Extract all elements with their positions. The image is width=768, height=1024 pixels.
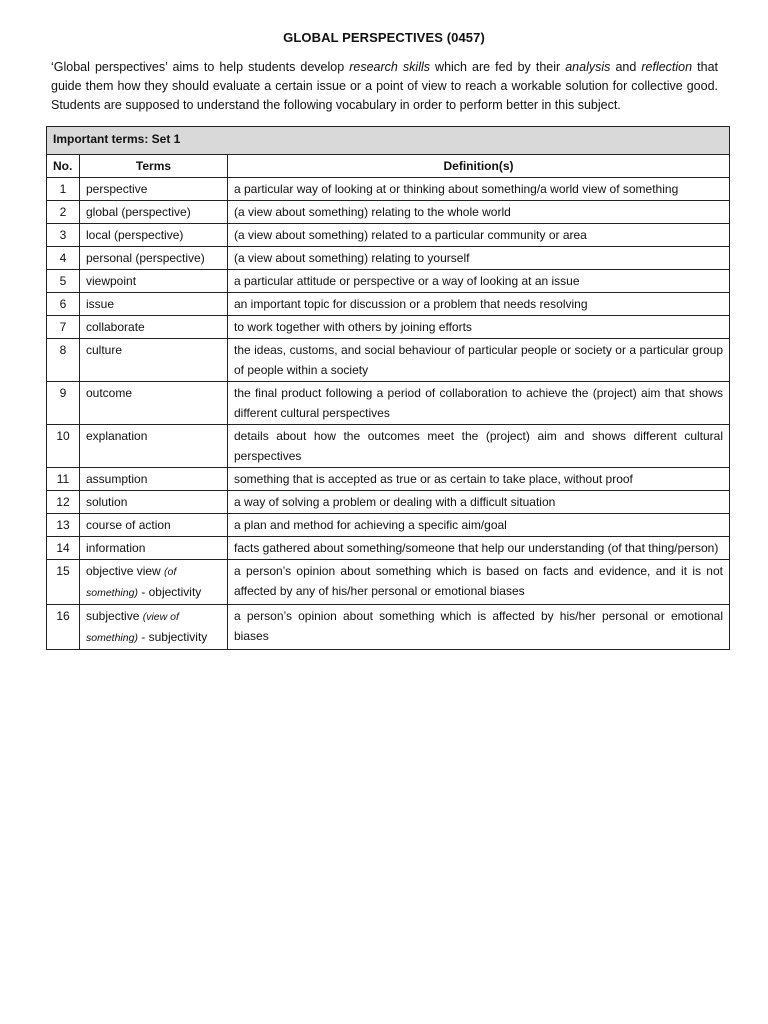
row-term [80,514,228,537]
term-text: personal (perspective) [86,251,205,265]
row-definition: the ideas, customs, and social behaviour of particular people or society or a particular group of people within a society [228,339,730,382]
row-term [80,560,228,605]
term-text: outcome [86,386,133,400]
document-title: GLOBAL PERSPECTIVES (0457) [283,30,485,45]
term-text: - subjectivity [137,630,208,644]
table-row [47,560,730,605]
row-number: 3 [47,224,80,247]
term-text: local (perspective) [86,228,184,242]
term-text: explanation [86,429,148,443]
term-text: perspective [86,182,148,196]
term-text: issue [86,297,115,311]
row-term [80,293,228,316]
term-text: culture [86,343,123,357]
set-title: Important terms: Set 1 [47,127,730,155]
row-term [80,339,228,382]
row-definition: (a view about something) related to a particular community or area [228,224,730,247]
term-note: (view of something) [86,611,179,644]
table-column-header-row [47,155,730,178]
table-row [47,293,730,316]
row-number: 12 [47,491,80,514]
term-text: viewpoint [86,274,137,288]
term-text: objective view [86,564,165,578]
row-definition: something that is accepted as true or as certain to take place, without proof [228,468,730,491]
table-row [47,224,730,247]
table-row [47,339,730,382]
intro-text: which are fed by their [430,60,566,74]
row-term [80,178,228,201]
term-text: course of action [86,518,171,532]
row-term [80,201,228,224]
table-row [47,270,730,293]
table-row [47,316,730,339]
term-text: collaborate [86,320,145,334]
row-definition: to work together with others by joining efforts [228,316,730,339]
table-row [47,178,730,201]
row-term [80,316,228,339]
intro-text: that guide them how they should evaluate a certain issue or a point of view to reach a workable solution for collective good. Students are supposed to understand the following vocabulary in order to perform better in this subject. [51,60,718,112]
row-term [80,425,228,468]
row-definition: a plan and method for achieving a specific aim/goal [228,514,730,537]
row-definition: an important topic for discussion or a problem that needs resolving [228,293,730,316]
intro-text: and [610,60,642,74]
table-row [47,537,730,560]
row-number: 7 [47,316,80,339]
term-text: assumption [86,472,148,486]
row-definition: details about how the outcomes meet the (project) aim and shows different cultural perspectives [228,425,730,468]
intro-emphasis: research skills [349,60,430,74]
intro-emphasis: reflection [641,60,693,74]
row-number: 14 [47,537,80,560]
table-row [47,247,730,270]
table-row [47,425,730,468]
header-no: No. [47,155,80,178]
intro-paragraph [51,58,718,115]
row-term [80,468,228,491]
row-definition: a person’s opinion about something which is affected by his/her personal or emotional biases [228,605,730,650]
intro-emphasis: analysis [565,60,611,74]
term-note: (of something) [86,566,177,599]
row-definition: (a view about something) relating to yourself [228,247,730,270]
term-text: information [86,541,146,555]
term-text: subjective [86,609,143,623]
table-row [47,514,730,537]
row-term [80,224,228,247]
row-term [80,247,228,270]
row-term [80,605,228,650]
row-number: 11 [47,468,80,491]
row-number: 15 [47,560,80,605]
table-row [47,491,730,514]
header-definitions: Definition(s) [228,155,730,178]
row-definition: a particular way of looking at or thinking about something/a world view of something [228,178,730,201]
terms-table-body [47,178,730,650]
row-number: 16 [47,605,80,650]
row-term [80,270,228,293]
row-number: 5 [47,270,80,293]
table-row [47,468,730,491]
table-row [47,605,730,650]
row-term [80,382,228,425]
row-number: 6 [47,293,80,316]
row-term [80,491,228,514]
row-number: 9 [47,382,80,425]
table-set-header-row [47,127,730,155]
intro-text: ‘Global perspectives’ aims to help students develop [51,60,350,74]
table-row [47,382,730,425]
term-text: global (perspective) [86,205,191,219]
row-definition: facts gathered about something/someone that help our understanding (of that thing/person) [228,537,730,560]
row-number: 1 [47,178,80,201]
row-definition: a way of solving a problem or dealing with a difficult situation [228,491,730,514]
table-row [47,201,730,224]
row-number: 10 [47,425,80,468]
row-definition: a person’s opinion about something which is based on facts and evidence, and it is not affected by any of his/her personal or emotional biases [228,560,730,605]
row-number: 8 [47,339,80,382]
row-number: 13 [47,514,80,537]
row-definition: the final product following a period of collaboration to achieve the (project) aim that shows different cultural perspectives [228,382,730,425]
row-number: 4 [47,247,80,270]
terms-table [46,126,730,650]
row-definition: (a view about something) relating to the whole world [228,201,730,224]
row-definition: a particular attitude or perspective or a way of looking at an issue [228,270,730,293]
header-terms: Terms [80,155,228,178]
term-text: solution [86,495,128,509]
row-term [80,537,228,560]
term-text: - objectivity [137,585,202,599]
row-number: 2 [47,201,80,224]
